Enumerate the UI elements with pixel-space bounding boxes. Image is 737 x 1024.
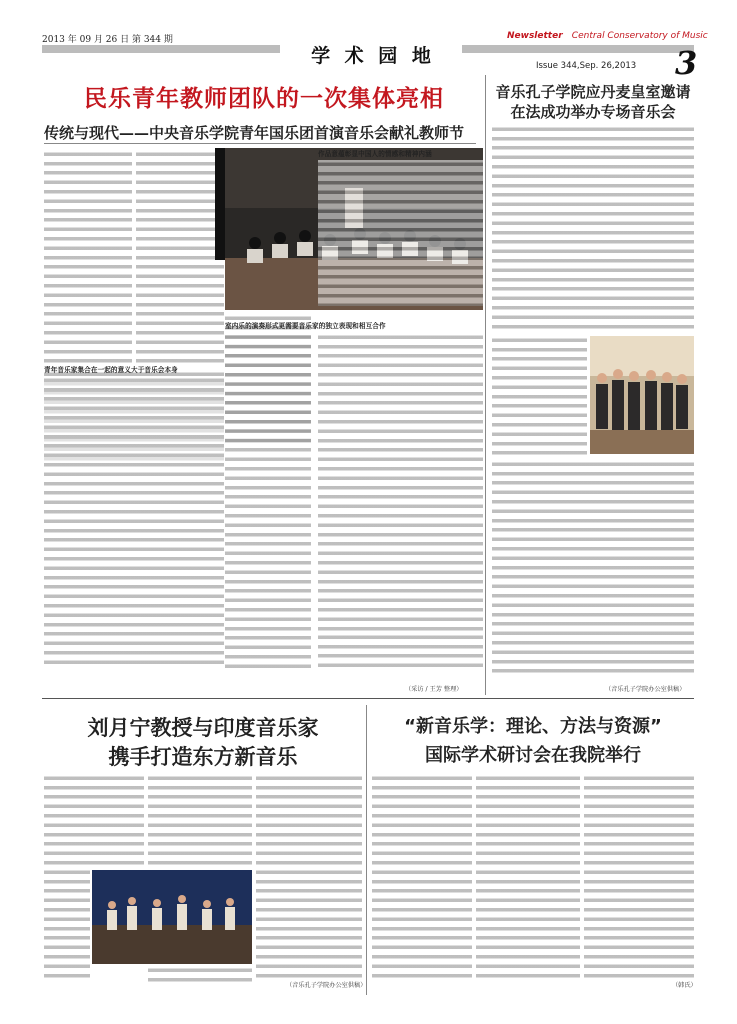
article1-subhead-d: 青年音乐家集合在一起的意义大于音乐会本身 <box>44 366 178 374</box>
article3-col3-b <box>256 868 362 978</box>
article2-body-top <box>492 125 694 330</box>
article1-right-top <box>318 160 483 306</box>
article1-intro-col1 <box>44 150 132 365</box>
header-rule-left <box>42 45 280 53</box>
article1-left-body-2 <box>44 376 224 668</box>
article3-col2-b <box>148 966 252 984</box>
article4-headline-1: “新音乐学：理论、方法与资源” <box>404 716 662 737</box>
article3-col1-b <box>44 868 90 980</box>
article3-col3 <box>256 774 362 866</box>
article3-col2 <box>148 774 252 866</box>
issue-date: 2013 年 09 月 26 日 第 344 期 <box>42 35 173 45</box>
article4-col2 <box>476 774 580 982</box>
article2-group-photo <box>590 336 694 454</box>
header-rule-right <box>462 45 694 53</box>
article1-subhead: 传统与现代——中央音乐学院青年国乐团首演音乐会献礼教师节 <box>44 124 465 142</box>
column-divider-bottom <box>366 705 367 995</box>
article3-concert-photo <box>92 870 252 964</box>
group-photo-graphic <box>590 336 694 454</box>
conservatory-name: Central Conservatory of Music <box>571 31 708 41</box>
article1-intro-col2 <box>136 150 224 365</box>
section-divider-1 <box>42 698 694 699</box>
article1-closing <box>318 633 483 668</box>
newsletter-label <box>507 31 708 41</box>
article2-byline: （音乐孔子学院办公室供稿） <box>605 686 686 693</box>
article1-subhead-b: 作品意蕴彰显中国人的情感和精神内涵 <box>318 150 432 158</box>
article1-subhead-rule <box>44 143 476 144</box>
article1-right-col <box>318 333 483 633</box>
article4-col3 <box>584 774 694 982</box>
article2-body-left <box>492 336 587 456</box>
article4-byline: （韩氏） <box>672 982 697 989</box>
article1-mid-col-b <box>225 333 311 668</box>
article3-headline-1: 刘月宁教授与印度音乐家 <box>87 716 319 740</box>
article1-byline: （采访 / 王芳 整理） <box>405 686 463 693</box>
page-number: 3 <box>675 44 698 82</box>
article3-col1 <box>44 774 144 866</box>
article4-headline-2: 国际学术研讨会在我院举行 <box>425 745 641 766</box>
article2-headline-2: 在法成功举办专场音乐会 <box>510 103 676 121</box>
article2-headline-1: 音乐孔子学院应丹麦皇室邀请 <box>495 83 691 101</box>
article3-headline-2: 携手打造东方新音乐 <box>108 745 298 769</box>
article1-headline: 民乐青年教师团队的一次集体亮相 <box>84 86 444 112</box>
concert-photo-graphic <box>92 870 252 964</box>
article3-byline: （音乐孔子学院办公室供稿） <box>286 982 367 989</box>
section-title: 学 术 园 地 <box>311 45 435 67</box>
column-divider-main <box>485 75 486 695</box>
issue-english: Issue 344,Sep. 26,2013 <box>536 61 637 71</box>
article2-body-bottom <box>492 460 694 678</box>
newsletter-word: Newsletter <box>507 31 563 41</box>
article1-subhead-c: 室内乐的演奏形式更需要音乐家的独立表现和相互合作 <box>225 322 386 330</box>
article4-col1 <box>372 774 472 982</box>
